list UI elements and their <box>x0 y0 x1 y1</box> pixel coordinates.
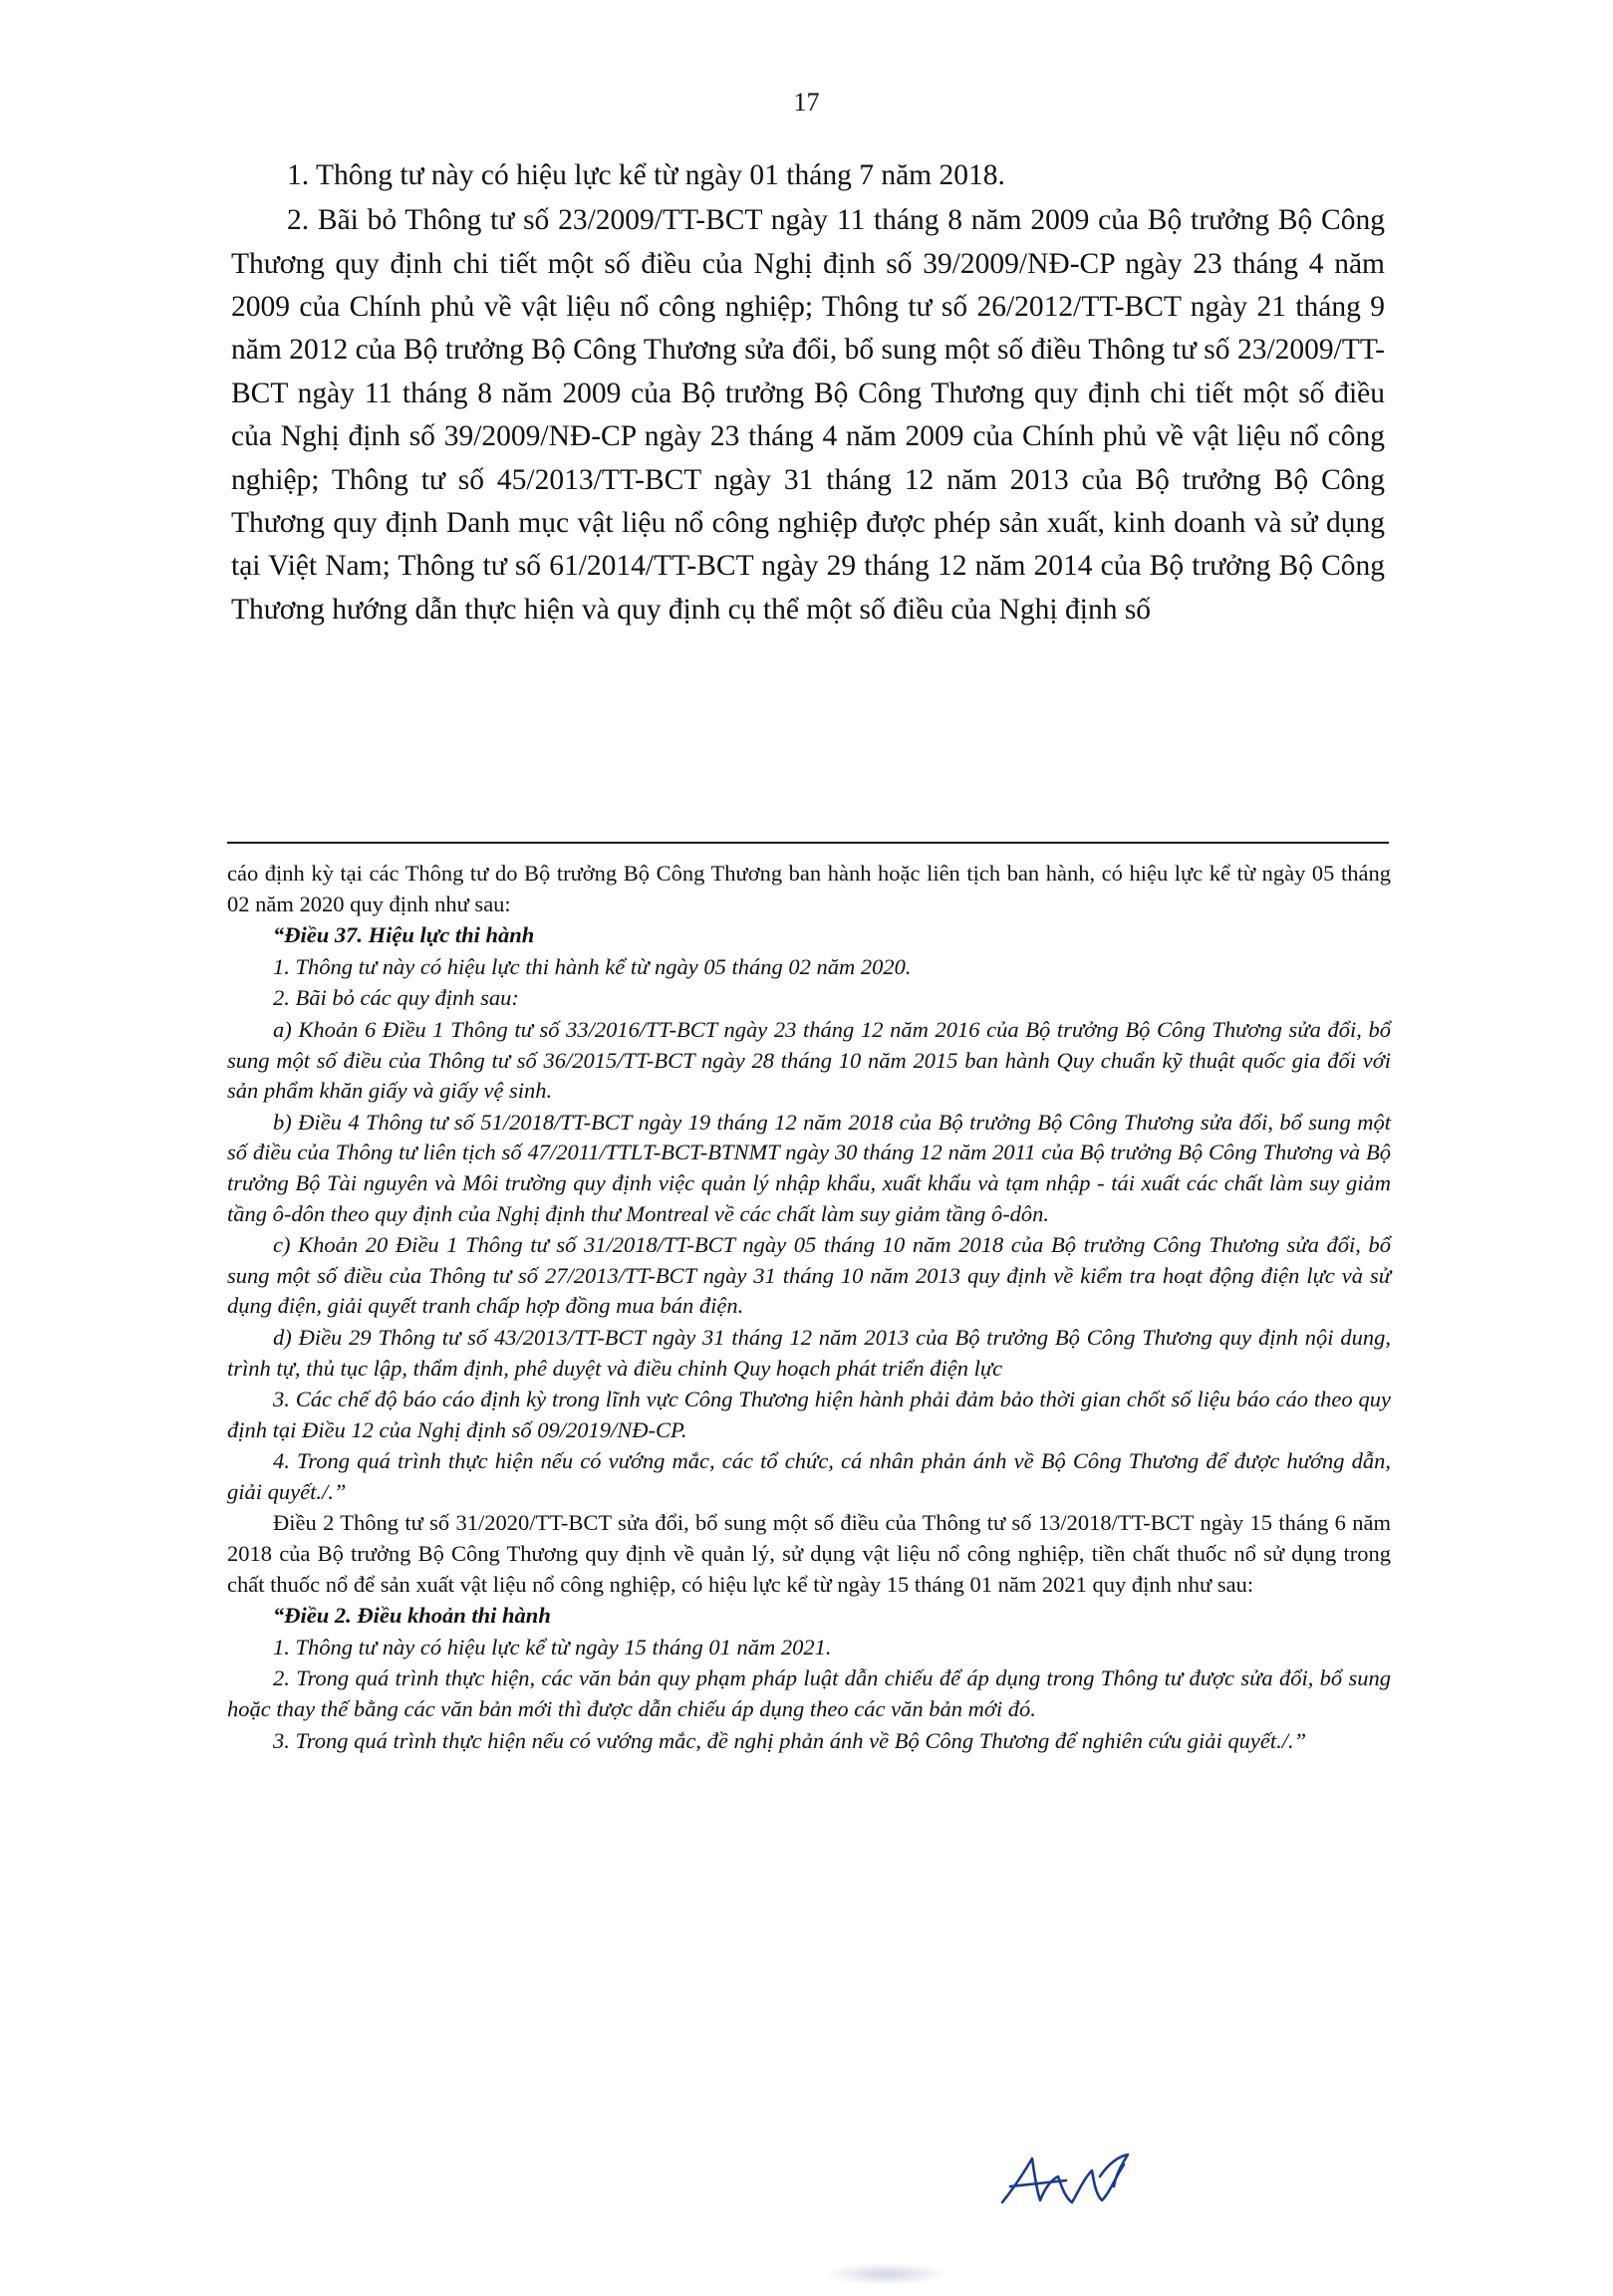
scan-artifact <box>827 2263 946 2285</box>
footnote-line: “Điều 2. Điều khoản thi hành <box>273 1603 551 1629</box>
footnote-line: 1. Thông tư này có hiệu lực thi hành kể từ ngày 05 tháng 02 năm 2020. <box>273 953 912 979</box>
footnote-line: 2. Trong quá trình thực hiện, các văn bản quy phạm pháp luật dẫn chiếu để áp dụng trong Thông tư được sửa đổi, bổ sung hoặc thay thế bằng các văn bản mới thì được dẫn chiếu áp dụng theo các văn bản mới đó. <box>227 1665 1391 1722</box>
footnote-line: Điều 2 Thông tư số 31/2020/TT-BCT sửa đổi, bổ sung một số điều của Thông tư số 13/2018/TT-BCT ngày 15 tháng 6 năm 2018 của Bộ trưởng Bộ Công Thương quy định về quản lý, sử dụng vật liệu nổ công nghiệp, tiền chất thuốc nổ sử dụng trong chất thuốc nổ để sản xuất vật liệu nổ công nghiệp, có hiệu lực kể từ ngày 15 tháng 01 năm 2021 quy định như sau: <box>227 1510 1391 1597</box>
footnote-divider <box>227 842 1389 844</box>
footnote-line: 4. Trong quá trình thực hiện nếu có vướng mắc, các tổ chức, cá nhân phản ánh về Bộ Công Thương để được hướng dẫn, giải quyết./.” <box>227 1448 1391 1504</box>
signature-mark <box>996 2147 1196 2226</box>
footnote-line: b) Điều 4 Thông tư số 51/2018/TT-BCT ngày 19 tháng 12 năm 2018 của Bộ trưởng Bộ Công Thương sửa đổi, bổ sung một số điều của Thông tư liên tịch số 47/2011/TTLT-BCT-BTNMT ngày 30 tháng 12 năm 2011 của Bộ trưởng Bộ Công Thương và Bộ trưởng Bộ Tài nguyên và Môi trường quy định việc quản lý nhập khẩu, xuất khẩu và tạm nhập - tái xuất các chất làm suy giảm tầng ô-dôn theo quy định của Nghị định thư Montreal về các chất làm suy giảm tầng ô-dôn. <box>227 1109 1391 1226</box>
footnote-line: cáo định kỳ tại các Thông tư do Bộ trưởng Bộ Công Thương ban hành hoặc liên tịch ban hành, có hiệu lực kể từ ngày 05 tháng 02 năm 2020 quy định như sau: <box>227 861 1391 916</box>
footnote-line: 1. Thông tư này có hiệu lực kể từ ngày 15 tháng 01 năm 2021. <box>273 1634 832 1659</box>
paragraph-2: 2. Bãi bỏ Thông tư số 23/2009/TT-BCT ngày 11 tháng 8 năm 2009 của Bộ trưởng Bộ Công Thương quy định chi tiết một số điều của Nghị định số 39/2009/NĐ-CP ngày 23 tháng 4 năm 2009 của Chính phủ về vật liệu nổ công nghiệp; Thông tư số 26/2012/TT-BCT ngày 21 tháng 9 năm 2012 của Bộ trưởng Bộ Công Thương sửa đổi, bổ sung một số điều Thông tư số 23/2009/TT-BCT ngày 11 tháng 8 năm 2009 của Bộ trưởng Bộ Công Thương quy định chi tiết một số điều của Nghị định số 39/2009/NĐ-CP ngày 23 tháng 4 năm 2009 của Chính phủ về vật liệu nổ công nghiệp; Thông tư số 45/2013/TT-BCT ngày 31 tháng 12 năm 2013 của Bộ trưởng Bộ Công Thương quy định Danh mục vật liệu nổ công nghiệp được phép sản xuất, kinh doanh và sử dụng tại Việt Nam; Thông tư số 61/2014/TT-BCT ngày 29 tháng 12 năm 2014 của Bộ trưởng Bộ Công Thương hướng dẫn thực hiện và quy định cụ thể một số điều của Nghị định số <box>231 204 1385 626</box>
main-text-block <box>231 154 1385 634</box>
page-number: 17 <box>793 88 820 117</box>
footnote-line: a) Khoản 6 Điều 1 Thông tư số 33/2016/TT-BCT ngày 23 tháng 12 năm 2016 của Bộ trưởng Bộ Công Thương sửa đổi, bổ sung một số điều của Thông tư số 36/2015/TT-BCT ngày 28 tháng 10 năm 2015 ban hành Quy chuẩn kỹ thuật quốc gia đối với sản phẩm khăn giấy và giấy vệ sinh. <box>227 1016 1391 1104</box>
paragraph-1: 1. Thông tư này có hiệu lực kể từ ngày 01 tháng 7 năm 2018. <box>287 159 1005 191</box>
footnote-line: 3. Các chế độ báo cáo định kỳ trong lĩnh vực Công Thương hiện hành phải đảm bảo thời gian chốt số liệu báo cáo theo quy định tại Điều 12 của Nghị định số 09/2019/NĐ-CP. <box>227 1387 1391 1442</box>
footnote-line: “Điều 37. Hiệu lực thi hành <box>273 922 535 948</box>
footnote-line: 2. Bãi bỏ các quy định sau: <box>273 985 519 1011</box>
footnote-line: d) Điều 29 Thông tư số 43/2013/TT-BCT ngày 31 tháng 12 năm 2013 của Bộ trưởng Bộ Công Thương quy định nội dung, trình tự, thủ tục lập, thẩm định, phê duyệt và điều chỉnh Quy hoạch phát triển điện lực <box>227 1324 1391 1381</box>
footnote-block <box>227 859 1391 1757</box>
footnote-line: c) Khoản 20 Điều 1 Thông tư số 31/2018/TT-BCT ngày 05 tháng 10 năm 2018 của Bộ trưởng Công Thương sửa đổi, bổ sung một số điều của Thông tư số 27/2013/TT-BCT ngày 31 tháng 10 năm 2013 quy định về kiểm tra hoạt động điện lực và sử dụng điện, giải quyết tranh chấp hợp đồng mua bán điện. <box>227 1232 1391 1319</box>
footnote-line: 3. Trong quá trình thực hiện nếu có vướng mắc, đề nghị phản ánh về Bộ Công Thương để nghiên cứu giải quyết./.” <box>273 1727 1307 1753</box>
